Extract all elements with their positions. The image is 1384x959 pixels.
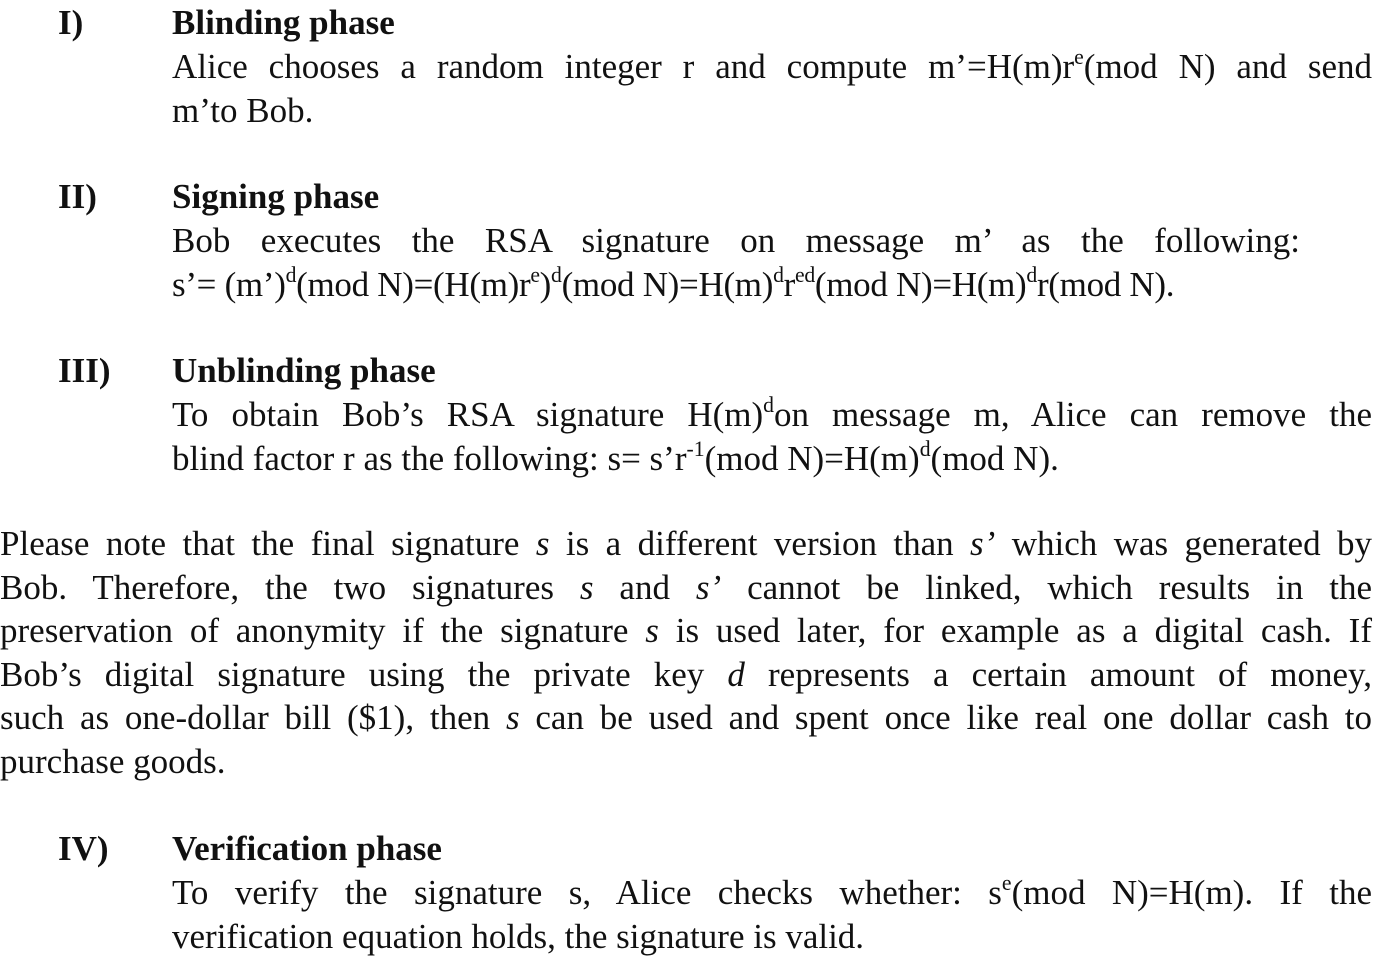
phase-title: Unblinding phase — [172, 351, 436, 390]
phase-text-line: To obtain Bob’s RSA signature $H(m)^don$ message m, Alice can remove the — [172, 392, 1372, 434]
phase-text-line: m’to Bob. — [172, 91, 314, 130]
phase-text-line: To verify the signature s, Alice checks whether: $s^e(mod$ N)=H(m). If the — [172, 870, 1372, 912]
paragraph-line: Bob’s digital signature using the private key d represents a certain amount of money, — [0, 654, 1373, 694]
phase-text-line: Bob executes the RSA signature on message m’ as the following: — [172, 221, 1300, 260]
phase-title: Signing phase — [172, 177, 380, 216]
phase-title: Verification phase — [172, 829, 442, 868]
phase-title: Blinding phase — [172, 3, 395, 42]
phase-text-line: verification equation holds, the signature is valid. — [172, 917, 865, 956]
paragraph-line: such as one-dollar bill ($1), then s can be used and spent once like real one dollar cash to — [0, 698, 1373, 738]
paragraph-line: purchase goods. — [0, 741, 226, 781]
phase-number: IV) — [58, 829, 109, 868]
phase-formula-line: s’= (m’)$^d$(mod $N)=(H(m)r^e)^d(mod$ $N)=H(m)^dr^{ed}(mod$ $N)=H(m)^dr(mod$ N). — [172, 262, 1175, 304]
phase-number: II) — [58, 177, 97, 216]
phase-text-line: blind factor r as the following: $s= s’r^{-1}(mod$ $N)=H(m)^d(mod$ N). — [172, 436, 1059, 478]
phase-text-line: Alice chooses a random integer r and compute $m’=H(m)r^e(mod$ N) and send — [172, 44, 1372, 86]
phase-number: III) — [58, 351, 111, 390]
paragraph-line: Please note that the final signature s is a different version than s’ which was generated by — [0, 524, 1372, 563]
paragraph-line: Bob. Therefore, the two signatures s and s’ cannot be linked, which results in the — [0, 567, 1372, 607]
paragraph-line: preservation of anonymity if the signature s is used later, for example as a digital cash. If — [0, 611, 1372, 651]
phase-number: I) — [58, 3, 84, 42]
note-paragraph — [0, 522, 1372, 784]
